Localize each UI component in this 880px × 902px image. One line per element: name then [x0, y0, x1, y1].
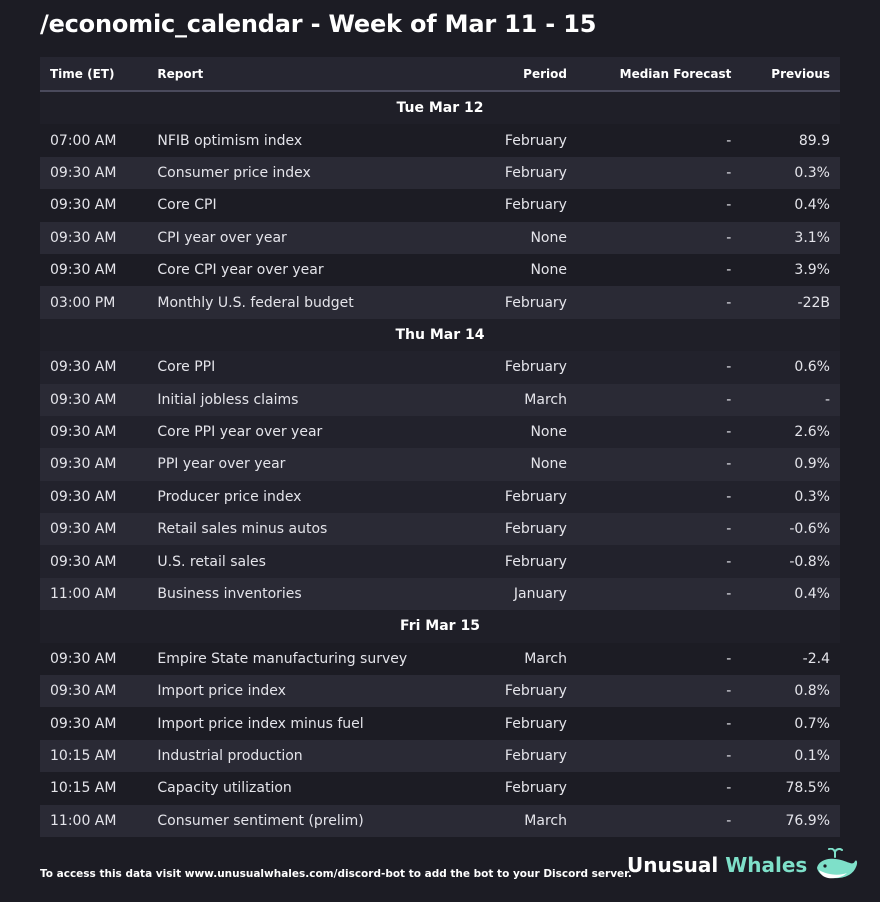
table-row[interactable]: [40, 254, 840, 286]
column-header-period[interactable]: Period: [432, 57, 577, 91]
day-group-row: [40, 319, 840, 351]
cell-report: CPI year over year: [147, 222, 432, 254]
cell-report: Capacity utilization: [157, 780, 292, 797]
table-row[interactable]: [40, 384, 840, 416]
cell-report: Import price index minus fuel: [157, 715, 364, 732]
cell-period: March: [524, 650, 567, 667]
cell-period: February: [432, 545, 577, 577]
cell-previous: 0.4%: [741, 578, 840, 610]
cell-time: 09:30 AM: [40, 675, 147, 707]
cell-median-forecast: -: [577, 384, 741, 416]
calendar-table: [40, 57, 840, 837]
cell-median-forecast: -: [726, 715, 732, 732]
cell-median-forecast: -: [577, 805, 741, 837]
cell-time: 09:30 AM: [40, 384, 147, 416]
cell-period: None: [432, 448, 577, 480]
page-title: /economic_calendar - Week of Mar 11 - 15: [40, 10, 597, 38]
cell-report: Retail sales minus autos: [147, 513, 432, 545]
cell-previous: 78.5%: [785, 780, 830, 797]
cell-previous: -2.4: [802, 650, 830, 667]
cell-previous: 89.9: [798, 132, 830, 149]
cell-previous: -22B: [741, 286, 840, 318]
cell-time: 09:30 AM: [50, 262, 117, 279]
brand-name: [627, 853, 807, 877]
cell-time: 07:00 AM: [50, 132, 117, 149]
cell-report: Business inventories: [147, 578, 432, 610]
cell-period: February: [432, 286, 577, 318]
cell-report: PPI year over year: [147, 448, 432, 480]
cell-time: 09:30 AM: [40, 481, 147, 513]
cell-time: 03:00 PM: [40, 286, 147, 318]
brand-logo: [627, 848, 859, 882]
calendar-table-container: [40, 57, 840, 837]
cell-time: 10:15 AM: [50, 780, 117, 797]
table-row[interactable]: [40, 351, 840, 383]
cell-median-forecast: -: [577, 513, 741, 545]
whale-icon: [813, 848, 859, 882]
cell-previous: -: [741, 384, 840, 416]
table-row[interactable]: [40, 124, 840, 156]
cell-time: 09:30 AM: [40, 545, 147, 577]
cell-period: None: [530, 262, 567, 279]
table-row[interactable]: [40, 643, 840, 675]
cell-median-forecast: -: [577, 481, 741, 513]
cell-median-forecast: -: [577, 740, 741, 772]
cell-median-forecast: -: [726, 650, 732, 667]
cell-report: Core PPI: [147, 351, 432, 383]
cell-report: Initial jobless claims: [147, 384, 432, 416]
cell-time: 09:30 AM: [50, 715, 117, 732]
cell-period: February: [504, 715, 567, 732]
cell-report: Consumer sentiment (prelim): [147, 805, 432, 837]
cell-period: February: [432, 481, 577, 513]
cell-time: 09:30 AM: [40, 157, 147, 189]
cell-time: 09:30 AM: [50, 197, 117, 214]
cell-report: Import price index: [147, 675, 432, 707]
cell-median-forecast: -: [726, 262, 732, 279]
cell-median-forecast: -: [577, 286, 741, 318]
table-row[interactable]: [40, 416, 840, 448]
cell-period: None: [432, 222, 577, 254]
cell-time: 11:00 AM: [40, 805, 147, 837]
cell-median-forecast: -: [577, 222, 741, 254]
cell-report: Core PPI year over year: [147, 416, 432, 448]
cell-previous: 3.1%: [741, 222, 840, 254]
cell-time: 09:30 AM: [40, 222, 147, 254]
day-group-row: [40, 610, 840, 642]
cell-time: 09:30 AM: [40, 351, 147, 383]
column-header-previous[interactable]: Previous: [741, 57, 840, 91]
table-row[interactable]: [40, 707, 840, 739]
column-header-median-forecast[interactable]: Median Forecast: [577, 57, 741, 91]
cell-previous: 0.8%: [741, 675, 840, 707]
cell-median-forecast: -: [577, 157, 741, 189]
cell-report: Monthly U.S. federal budget: [147, 286, 432, 318]
cell-previous: -0.6%: [741, 513, 840, 545]
day-label: Tue Mar 12: [40, 91, 840, 124]
cell-previous: 0.7%: [794, 715, 830, 732]
cell-report: Producer price index: [147, 481, 432, 513]
cell-median-forecast: -: [577, 675, 741, 707]
table-row[interactable]: [40, 481, 840, 513]
cell-time: 10:15 AM: [40, 740, 147, 772]
cell-previous: 0.3%: [741, 157, 840, 189]
table-row[interactable]: [40, 448, 840, 480]
cell-report: U.S. retail sales: [147, 545, 432, 577]
table-row[interactable]: [40, 189, 840, 221]
column-header-report[interactable]: Report: [147, 57, 432, 91]
cell-time: 11:00 AM: [40, 578, 147, 610]
day-group-row: [40, 91, 840, 124]
cell-previous: 0.6%: [741, 351, 840, 383]
cell-time: 09:30 AM: [50, 650, 117, 667]
cell-period: March: [432, 384, 577, 416]
brand-word-unusual: Unusual: [627, 853, 719, 877]
table-body: [40, 91, 840, 837]
table-row[interactable]: [40, 545, 840, 577]
table-row[interactable]: [40, 675, 840, 707]
cell-time: 09:30 AM: [40, 448, 147, 480]
table-row[interactable]: [40, 157, 840, 189]
cell-previous: -0.8%: [741, 545, 840, 577]
cell-period: None: [432, 416, 577, 448]
table-header: [40, 57, 840, 91]
cell-previous: 0.1%: [741, 740, 840, 772]
cell-median-forecast: -: [726, 780, 732, 797]
cell-median-forecast: -: [726, 132, 732, 149]
cell-median-forecast: -: [577, 448, 741, 480]
cell-period: February: [432, 675, 577, 707]
cell-previous: 3.9%: [794, 262, 830, 279]
table-row[interactable]: [40, 772, 840, 804]
cell-previous: 76.9%: [741, 805, 840, 837]
cell-report: Consumer price index: [147, 157, 432, 189]
cell-period: February: [504, 780, 567, 797]
cell-median-forecast: -: [577, 416, 741, 448]
brand-word-whales: Whales: [725, 853, 808, 877]
cell-period: February: [432, 740, 577, 772]
cell-period: February: [504, 132, 567, 149]
cell-report: Core CPI: [157, 197, 217, 214]
cell-time: 09:30 AM: [40, 513, 147, 545]
cell-report: Industrial production: [147, 740, 432, 772]
column-header-time[interactable]: Time (ET): [40, 57, 147, 91]
day-label: Thu Mar 14: [40, 319, 840, 351]
cell-previous: 2.6%: [741, 416, 840, 448]
cell-previous: 0.4%: [794, 197, 830, 214]
table-row[interactable]: [40, 740, 840, 772]
cell-previous: 0.9%: [741, 448, 840, 480]
cell-previous: 0.3%: [741, 481, 840, 513]
cell-report: NFIB optimism index: [157, 132, 303, 149]
cell-period: February: [504, 197, 567, 214]
table-row[interactable]: [40, 286, 840, 318]
cell-period: February: [432, 513, 577, 545]
cell-period: January: [432, 578, 577, 610]
cell-period: February: [432, 157, 577, 189]
cell-time: 09:30 AM: [40, 416, 147, 448]
table-row[interactable]: [40, 805, 840, 837]
table-row[interactable]: [40, 513, 840, 545]
day-label: Fri Mar 15: [40, 610, 840, 642]
cell-median-forecast: -: [726, 197, 732, 214]
cell-period: March: [432, 805, 577, 837]
table-row[interactable]: [40, 222, 840, 254]
cell-median-forecast: -: [577, 578, 741, 610]
cell-report: Empire State manufacturing survey: [157, 650, 408, 667]
cell-median-forecast: -: [577, 545, 741, 577]
cell-median-forecast: -: [577, 351, 741, 383]
cell-period: February: [432, 351, 577, 383]
cell-report: Core CPI year over year: [157, 262, 324, 279]
footer-note: To access this data visit www.unusualwhales.com/discord-bot to add the bot to your Discord server.: [40, 868, 632, 880]
table-row[interactable]: [40, 578, 840, 610]
